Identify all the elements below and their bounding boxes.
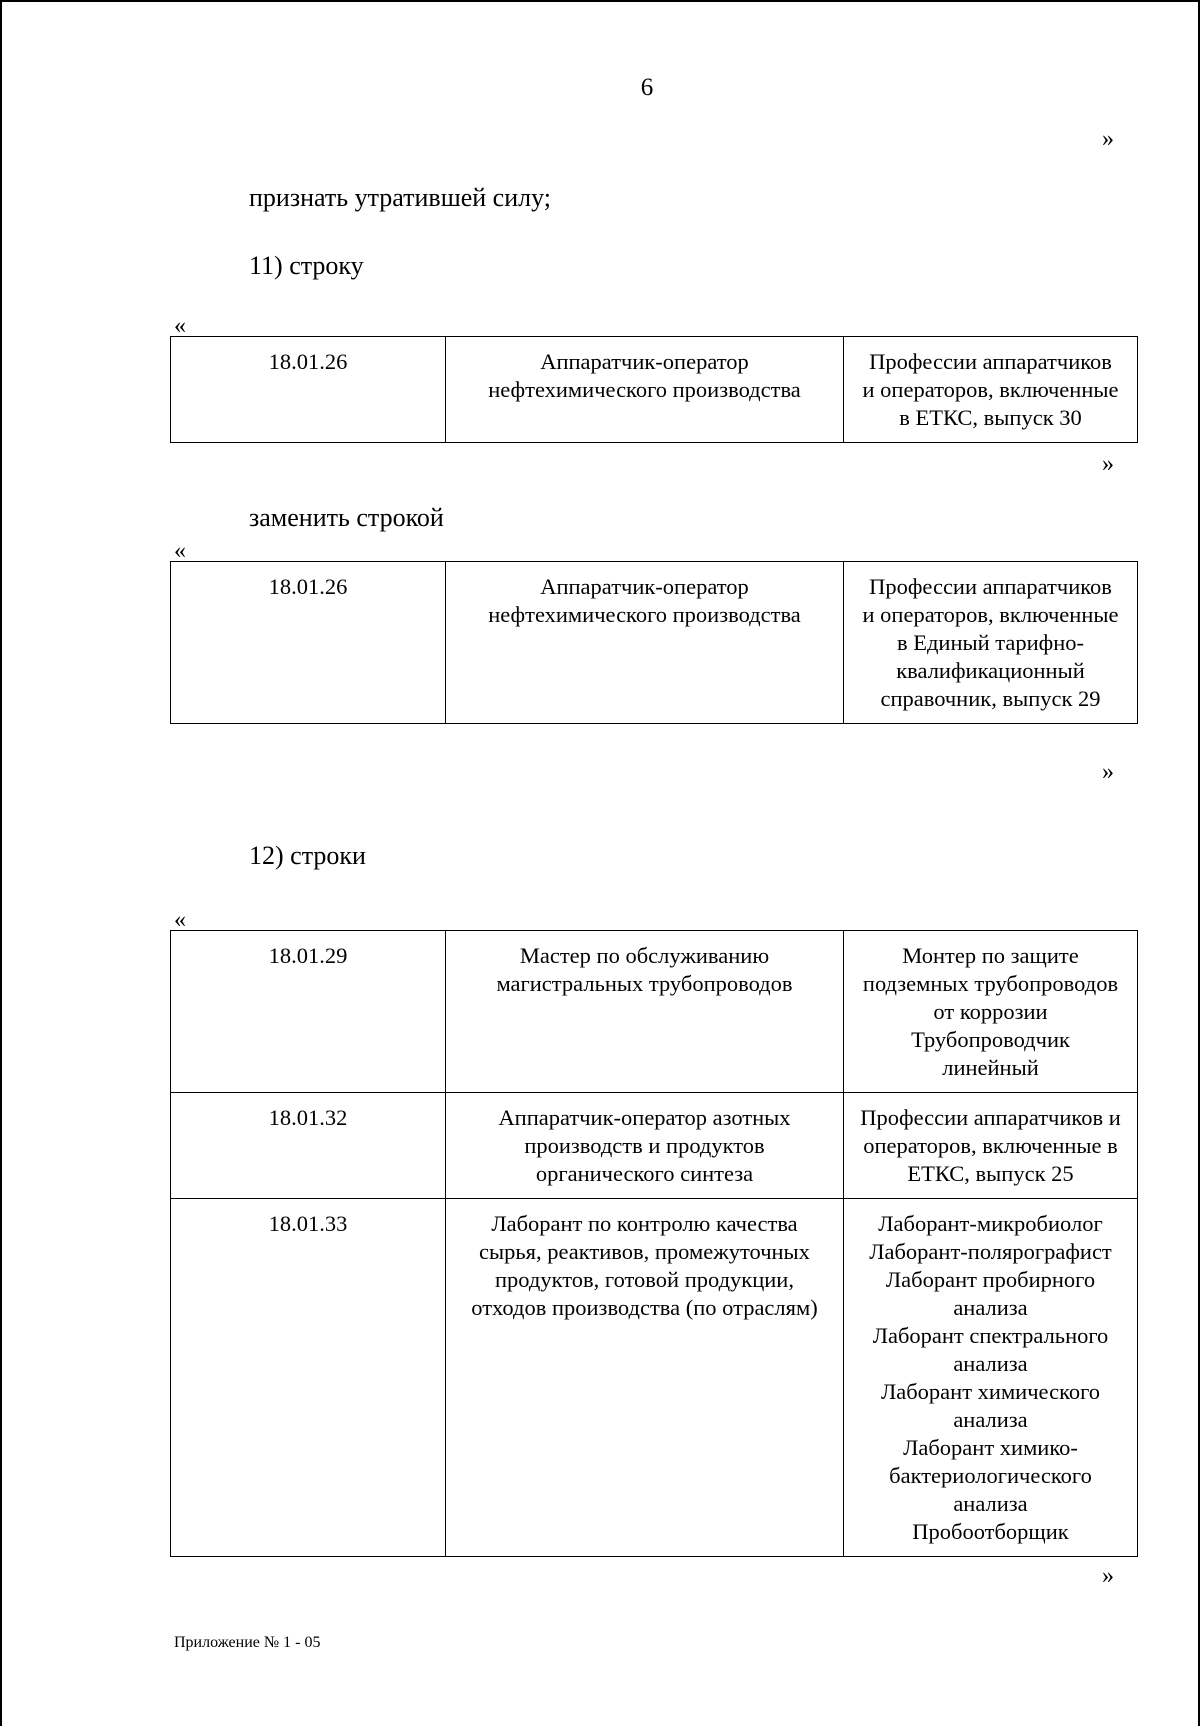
opening-quote: « xyxy=(174,538,186,564)
table-old-row xyxy=(170,336,1138,443)
paragraph-text: признать утратившей силу; xyxy=(249,183,551,212)
related-professions-cell: Профессии аппаратчиков и операторов, включенные в ЕТКС, выпуск 30 xyxy=(844,337,1138,443)
table-row xyxy=(171,562,1138,724)
closing-quote: » xyxy=(1102,759,1114,785)
item-heading: 12) строки xyxy=(249,841,366,870)
table-row xyxy=(171,1093,1138,1199)
related-professions-cell: Профессии аппаратчиков и операторов, включенные в ЕТКС, выпуск 25 xyxy=(844,1093,1138,1199)
footer-annex-label: Приложение № 1 - 05 xyxy=(174,1634,321,1651)
table-rows-block xyxy=(170,930,1138,1557)
closing-quote: » xyxy=(1102,126,1114,152)
closing-quote: » xyxy=(1102,451,1114,477)
code-cell: 18.01.29 xyxy=(171,931,446,1093)
opening-quote: « xyxy=(174,313,186,339)
profession-cell: Аппаратчик-оператор азотных производств и продуктов органического синтеза xyxy=(446,1093,844,1199)
code-cell: 18.01.26 xyxy=(171,562,446,724)
profession-cell: Аппаратчик-оператор нефтехимического производства xyxy=(446,337,844,443)
table-row xyxy=(171,931,1138,1093)
closing-quote: » xyxy=(1102,1563,1114,1589)
code-cell: 18.01.32 xyxy=(171,1093,446,1199)
related-professions-cell: Монтер по защите подземных трубопроводов от коррозии Трубопроводчик линейный xyxy=(844,931,1138,1093)
related-professions-cell: Лаборант-микробиолог Лаборант-полярографист Лаборант пробирного анализа Лаборант спектрального анализа Лаборант химического анализа Лаборант химико- бактериологического анализа Пробоотборщик xyxy=(844,1199,1138,1557)
opening-quote: « xyxy=(174,907,186,933)
related-professions-cell: Профессии аппаратчиков и операторов, включенные в Единый тарифно- квалификационный справочник, выпуск 29 xyxy=(844,562,1138,724)
table-row xyxy=(171,1199,1138,1557)
table-row xyxy=(171,337,1138,443)
profession-cell: Мастер по обслуживанию магистральных трубопроводов xyxy=(446,931,844,1093)
code-cell: 18.01.33 xyxy=(171,1199,446,1557)
code-cell: 18.01.26 xyxy=(171,337,446,443)
page-number: 6 xyxy=(640,74,654,101)
table-new-row xyxy=(170,561,1138,724)
profession-cell: Лаборант по контролю качества сырья, реактивов, промежуточных продуктов, готовой продукции, отходов производства (по отраслям) xyxy=(446,1199,844,1557)
item-heading: 11) строку xyxy=(249,251,364,280)
profession-cell: Аппаратчик-оператор нефтехимического производства xyxy=(446,562,844,724)
paragraph-text: заменить строкой xyxy=(249,503,444,532)
